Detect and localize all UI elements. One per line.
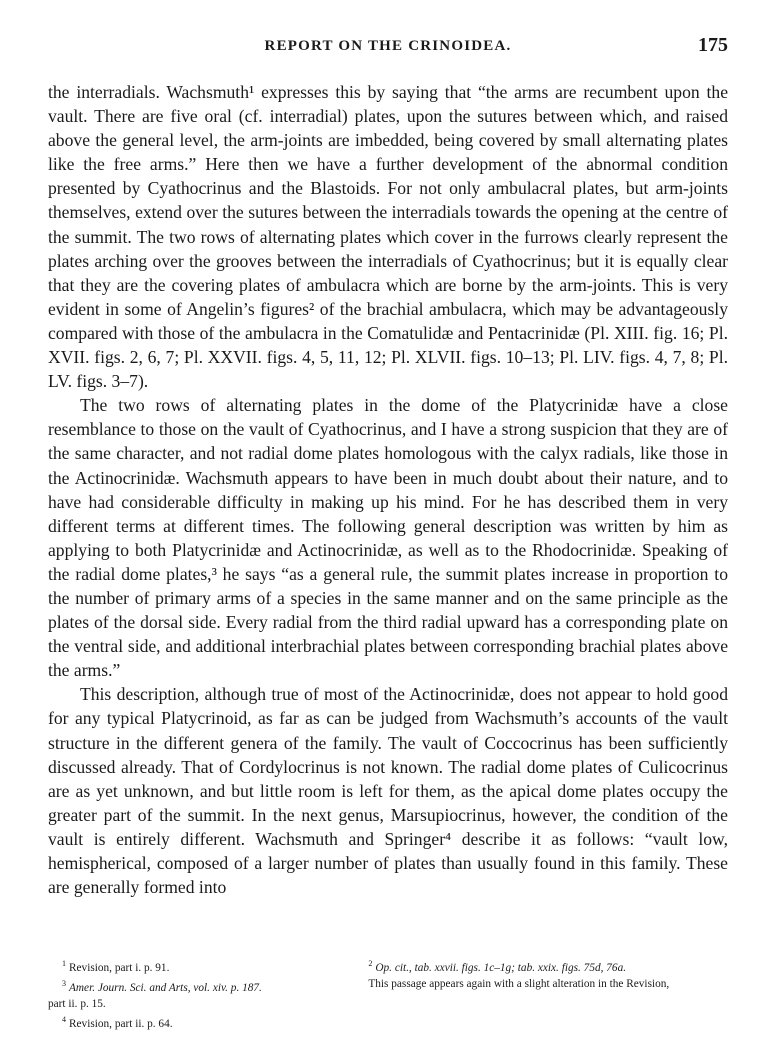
footnote-4-text: Revision, part ii. p. 64. [69,1017,173,1030]
paragraph-2: The two rows of alternating plates in the dome of the Platycrinidæ have a close resemblance to those on the vault of Cyathocrinus, and I have a strong suspicion that they are of the same character, and not radial dome plates homologous with the calyx radials, like those in the Actinocrinidæ. Wachsmuth appears to have been in much doubt about their nature, and to have had considerable difficulty in making up his mind. For he has described them in very different terms at different times. The following general description was written by him as applying to both Platycrinidæ and Actinocrinidæ, as well as to the Rhodocrinidæ. Speaking of the radial dome plates,³ he says “as a general rule, the summit plates increase in proportion to the number of primary arms of a species in the same manner and on the same principle as the plates of the dorsal side. Every radial from the third radial upward has a corresponding plate on the ventral side, and additional interbrachial plates between corresponding brachial plates above the arms.” [48,395,728,681]
footnote-row-1 [48,956,728,976]
footnote-3-text: Amer. Journ. Sci. and Arts, vol. xiv. p. 187. [69,981,262,994]
running-head: REPORT ON THE CRINOIDEA. [264,38,512,54]
footnote-4-mark: 4 [62,1014,66,1024]
footnote-3-tail: part ii. p. 15. [48,997,106,1010]
footnote-1 [48,956,368,976]
footnote-2 [368,956,728,976]
footnote-row-2 [48,976,728,996]
paragraph-3: This description, although true of most of the Actinocrinidæ, does not appear to hold good for any typical Platycrinoid, as far as can be judged from Wachsmuth’s accounts of the vault structure in the different genera of the family. The vault of Coccocrinus has been sufficiently discussed already. That of Cordylocrinus is not known. The radial dome plates of Culicocrinus are as yet unknown, and but little room is left for them, as the apical dome plates occupy the greater part of the summit. In the next genus, Marsupiocrinus, however, the condition of the vault is entirely different. Wachsmuth and Springer⁴ describe it as follows: “vault low, hemispherical, composed of a larger number of plates than usually found in this family. These are generally formed into [48,684,728,898]
footnote-3-continuation: This passage appears again with a slight alteration in the Revision, [368,977,670,990]
footnote-4 [48,1012,728,1032]
footnotes [48,956,728,1031]
footnote-1-mark: 1 [62,959,66,968]
footnote-1-text: Revision, part i. p. 91. [69,961,170,974]
page-number: 175 [698,34,728,56]
footnote-3 [48,976,368,996]
body-text [48,80,728,899]
footnote-3-mark: 3 [62,978,66,988]
page-header [48,34,728,62]
paragraph-1: the interradials. Wachsmuth¹ expresses this by saying that “the arms are recumbent upon the vault. There are five oral (cf. interradial) plates, upon the sutures between which, and raised above the general level, the arm-joints are imbedded, being covered by small alternating plates like the free arms.” Here then we have a further development of the abnormal condition presented by Cyathocrinus and the Blastoids. For not only ambulacral plates, but arm-joints themselves, extend over the sutures between the interradials towards the opening at the centre of the summit. The two rows of alternating plates which cover in the furrows clearly represent the plates arching over the grooves between the interradials of Cyathocrinus; but it is equally clear that they are the covering plates of ambulacra which are borne by the arm-joints. This is very evident in some of Angelin’s figures² of the brachial ambulacra, which may be advantageously compared with those of the ambulacra in the Comatulidæ and Pentacrinidæ (Pl. XIII. fig. 16; Pl. XVII. figs. 2, 6, 7; Pl. XXVII. figs. 4, 5, 11, 12; Pl. XLVII. figs. 10–13; Pl. LIV. figs. 4, 7, 8; Pl. LV. figs. 3–7). [48,82,728,392]
footnote-2-mark: 2 [368,959,373,968]
footnote-2-text: Op. cit., tab. xxvii. figs. 1c–1g; tab. xxix. figs. 75d, 76a. [375,961,627,974]
